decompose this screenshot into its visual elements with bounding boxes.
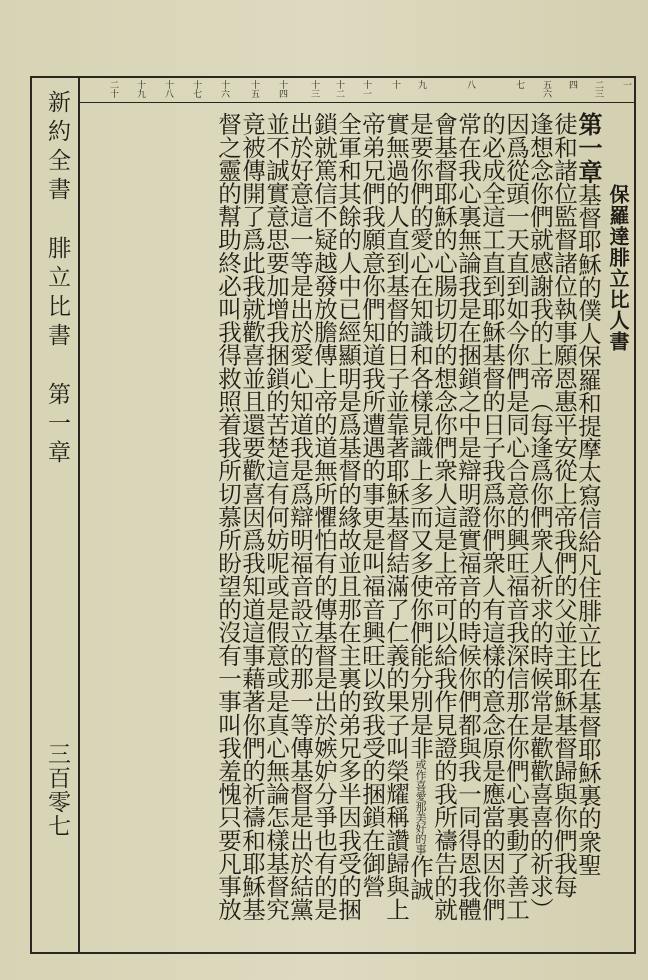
text-column: 因爲從頭一天直到如今你們是同心合意的興旺福音我深信那在你們心裏動了善工 bbox=[502, 112, 530, 921]
text-column: 鎖就篤信不疑越發放膽傳上帝的道無所懼怕有的傳基督是出於嫉妒分爭也有的是 bbox=[310, 112, 338, 921]
verse-marker: 十九 bbox=[135, 80, 145, 98]
verse-marker: 二三 bbox=[593, 80, 603, 98]
text-column: 督之靈的幫助終必叫我得救照着我所切慕所盼望的沒有一事叫我羞愧只要凡事放 bbox=[214, 112, 242, 921]
text-column: 逢想念你們就感謝我的上帝（每逢爲你們衆人祈求的時候常是歡歡喜喜的祈求） bbox=[526, 112, 554, 921]
text-line: 作誠 bbox=[406, 854, 434, 901]
text-column: 全軍和其餘的人中已經顯明是爲基督的緣故並且那在主裏的弟兄多半因我受的捆 bbox=[334, 112, 362, 921]
verse-number-bar bbox=[80, 102, 636, 103]
text-column: 的必成全這工直到耶穌基督的日子我爲你們衆人有這樣的意念原是應當的因你們 bbox=[478, 112, 506, 921]
verse-marker: 七 bbox=[514, 80, 524, 89]
verse-marker: 十七 bbox=[191, 80, 201, 98]
verse-marker: 十二 bbox=[334, 80, 344, 98]
epistle-title: 腓立比書 bbox=[44, 236, 70, 352]
text-column: 並不誠實意思要加增我捆鎖的苦楚這有何妨呢或是假意或是真心無論怎樣基督究 bbox=[262, 112, 290, 921]
verse-marker: 二十 bbox=[108, 80, 118, 98]
text-line: 基督耶穌的僕人保羅和提摩太寫信給凡住腓立比在基督耶穌裏的衆聖 bbox=[574, 182, 602, 876]
footnote: 或作喜愛那美好的事 bbox=[414, 758, 427, 855]
verse-marker: 十八 bbox=[163, 80, 173, 98]
verse-marker: 十 bbox=[390, 80, 400, 89]
text-column: 出於好意這一等是出於愛心知道我是爲辯明福音設立的那一等傳基督是出於結黨 bbox=[286, 112, 314, 921]
verse-marker: 十三 bbox=[309, 80, 319, 98]
text-column: 實無過的人直到基督的日子並靠著耶穌基督結滿了仁義的果子叫榮耀稱讚歸與上 bbox=[382, 112, 410, 921]
verse-marker: 十五 bbox=[249, 80, 259, 98]
text-column bbox=[574, 112, 603, 942]
text-column: 帝弟兄們我願意你們知道我所遭遇的事更是叫福音興旺以致我受的捆鎖在御營 bbox=[358, 112, 386, 898]
book-title: 新約全書 bbox=[44, 90, 70, 206]
epistle-heading: 保羅達腓立比人書 bbox=[606, 184, 630, 352]
verse-marker: 八 bbox=[465, 80, 475, 89]
text-column bbox=[408, 112, 432, 942]
chapter-label: 第一章 bbox=[44, 382, 70, 469]
verse-marker: 五六 bbox=[541, 80, 551, 98]
text-column: 竟被傳開了爲此我就歡喜並且還要歡喜因爲我知道這事藉著你們的祈禱和耶穌基 bbox=[238, 112, 266, 921]
page-number: 三百零七 bbox=[44, 742, 70, 838]
text-column: 會基督耶穌的心腸切切的想念你們衆人這是上帝可以給我作見證的我所禱告的就 bbox=[430, 112, 458, 921]
verse-marker: 十四 bbox=[277, 80, 287, 98]
verse-marker: 九 bbox=[416, 80, 426, 89]
body-text bbox=[84, 112, 632, 942]
verse-marker: 十一 bbox=[361, 80, 371, 98]
chapter-heading: 第一章 bbox=[574, 112, 603, 183]
verse-marker: 十六 bbox=[219, 80, 229, 98]
text-column: 徒和諸位監督諸位執事願恩惠平安從上帝我們的父並主耶穌基督歸與你們我每 bbox=[550, 112, 578, 898]
margin-divider bbox=[78, 76, 80, 954]
running-header bbox=[40, 90, 74, 590]
verse-marker: 四 bbox=[567, 80, 577, 89]
text-line: 是要你們的愛心在知識和各樣見識上多而又多使你們能分別是非 bbox=[406, 112, 434, 759]
text-column: 常在我心裏無論我是在捆鎖之中是辯明證實福音的時候你們都與我一同得恩我體 bbox=[454, 112, 482, 921]
verse-marker: 一 bbox=[621, 80, 631, 89]
